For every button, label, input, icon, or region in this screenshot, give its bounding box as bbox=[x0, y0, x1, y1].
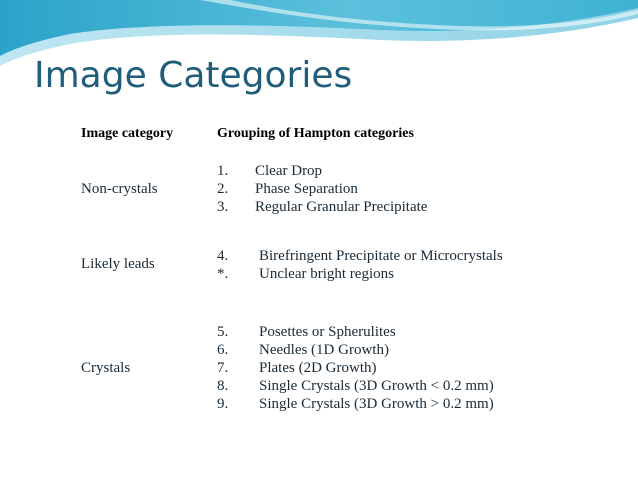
item-number: 9. bbox=[217, 396, 229, 412]
item-number: 3. bbox=[217, 199, 229, 215]
list-item bbox=[217, 180, 358, 198]
list-item bbox=[217, 395, 494, 413]
slide-title: Image Categories bbox=[34, 55, 353, 96]
item-text: Plates (2D Growth) bbox=[259, 360, 377, 376]
list-item bbox=[217, 247, 503, 265]
column-header-grouping: Grouping of Hampton categories bbox=[217, 126, 414, 141]
list-item bbox=[217, 265, 394, 283]
item-number: *. bbox=[217, 266, 229, 282]
category-non-crystals: Non-crystals bbox=[81, 181, 158, 197]
item-text: Posettes or Spherulites bbox=[259, 324, 396, 340]
item-text: Needles (1D Growth) bbox=[259, 342, 389, 358]
column-header-image-category: Image category bbox=[81, 126, 174, 141]
item-text: Unclear bright regions bbox=[259, 266, 394, 282]
item-number: 6. bbox=[217, 342, 229, 358]
item-number: 5. bbox=[217, 324, 229, 340]
item-text: Single Crystals (3D Growth > 0.2 mm) bbox=[259, 396, 494, 412]
list-item bbox=[217, 377, 494, 395]
item-text: Regular Granular Precipitate bbox=[255, 199, 428, 215]
category-crystals: Crystals bbox=[81, 360, 131, 376]
item-number: 2. bbox=[217, 181, 229, 197]
item-text: Clear Drop bbox=[255, 163, 323, 179]
item-text: Single Crystals (3D Growth < 0.2 mm) bbox=[259, 378, 494, 394]
list-item bbox=[217, 323, 396, 341]
item-text: Birefringent Precipitate or Microcrystals bbox=[259, 248, 503, 264]
item-number: 1. bbox=[217, 163, 229, 179]
list-item bbox=[217, 359, 376, 377]
list-item bbox=[217, 198, 427, 216]
list-item bbox=[217, 162, 322, 180]
item-number: 8. bbox=[217, 378, 229, 394]
item-text: Phase Separation bbox=[255, 181, 358, 197]
list-item bbox=[217, 341, 389, 359]
category-likely-leads: Likely leads bbox=[81, 256, 155, 272]
item-number: 4. bbox=[217, 248, 229, 264]
item-number: 7. bbox=[217, 360, 229, 376]
